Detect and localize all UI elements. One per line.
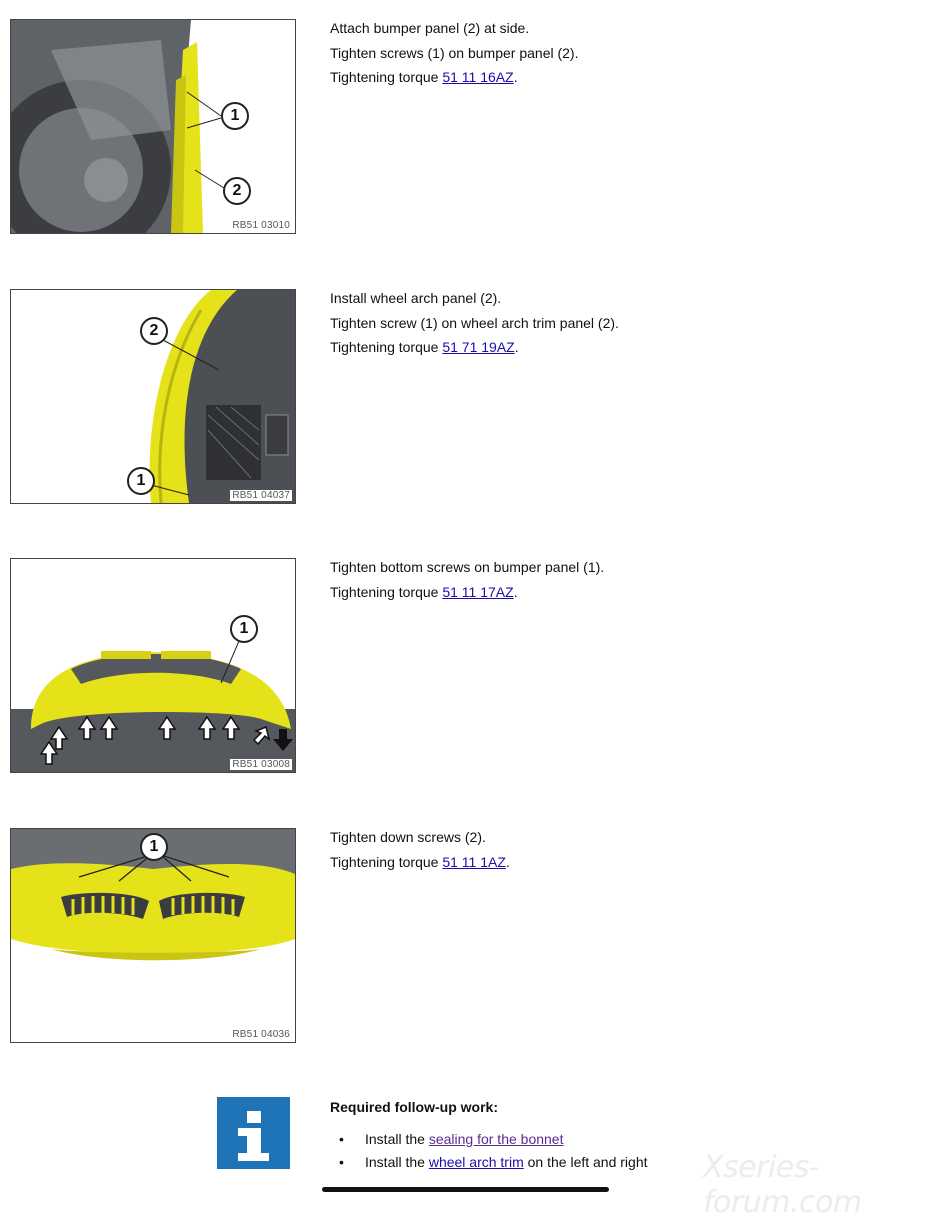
torque-line <box>330 335 890 360</box>
item-prefix: Install the <box>365 1153 429 1170</box>
step-1-text <box>330 16 890 90</box>
instruction-line: Tighten screw (1) on wheel arch trim panel (2). <box>330 314 619 331</box>
home-indicator[interactable] <box>322 1187 609 1192</box>
torque-suffix: . <box>514 339 519 355</box>
instruction-line: Tighten screws (1) on bumper panel (2). <box>330 44 579 61</box>
torque-suffix: . <box>513 583 518 600</box>
watermark: Xseries-forum.com <box>703 1150 862 1220</box>
figure-code: RB51 04037 <box>232 490 290 501</box>
info-glyph <box>217 1097 290 1169</box>
callout-2: 2 <box>140 317 168 345</box>
step-4-text <box>330 825 890 874</box>
torque-suffix: . <box>505 853 510 870</box>
figure-code: RB51 03008 <box>232 759 290 770</box>
figure-step-4 <box>10 828 296 1043</box>
callout-2: 2 <box>223 177 251 205</box>
list-item <box>365 1151 730 1174</box>
torque-label: Tightening torque <box>330 339 443 355</box>
torque-label: Tightening torque <box>330 583 443 600</box>
illustration-bumper-bottom <box>11 559 295 772</box>
figure-step-3 <box>10 558 296 773</box>
torque-line <box>330 580 890 605</box>
figure-code: RB51 04036 <box>232 1029 290 1040</box>
step-2-text <box>330 286 890 360</box>
torque-link[interactable]: 51 11 16AZ <box>442 69 514 85</box>
torque-label: Tightening torque <box>330 69 443 85</box>
torque-link[interactable]: 51 11 1AZ <box>442 853 506 870</box>
item-prefix: Install the <box>365 1131 429 1147</box>
instruction-line: Install wheel arch panel (2). <box>330 290 502 306</box>
sealing-bonnet-link[interactable]: sealing for the bonnet <box>428 1131 564 1147</box>
figure-step-1 <box>10 19 296 234</box>
step-3-text <box>330 555 890 604</box>
followup-section <box>330 1096 730 1173</box>
torque-label: Tightening torque <box>330 853 443 870</box>
item-suffix: on the left and right <box>523 1153 648 1170</box>
instruction-line: Attach bumper panel (2) at side. <box>330 20 530 36</box>
torque-link[interactable]: 51 71 19AZ <box>442 339 515 355</box>
torque-link[interactable]: 51 11 17AZ <box>442 583 514 600</box>
figure-code: RB51 03010 <box>232 220 290 231</box>
torque-line <box>330 65 890 90</box>
info-icon <box>217 1097 290 1169</box>
illustration-bumper-side <box>11 20 295 233</box>
figure-step-2 <box>10 289 296 504</box>
followup-heading: Required follow-up work: <box>330 1099 498 1115</box>
callout-1: 1 <box>230 615 258 643</box>
callout-1: 1 <box>127 467 155 495</box>
list-item <box>365 1128 730 1151</box>
wheel-arch-trim-link[interactable]: wheel arch trim <box>428 1153 524 1170</box>
torque-suffix: . <box>513 69 518 85</box>
instruction-line: Tighten down screws (2). <box>330 829 486 845</box>
followup-list <box>330 1128 730 1173</box>
torque-line <box>330 850 890 875</box>
callout-1: 1 <box>140 833 168 861</box>
callout-1: 1 <box>221 102 249 130</box>
instruction-line: Tighten bottom screws on bumper panel (1). <box>330 559 605 575</box>
